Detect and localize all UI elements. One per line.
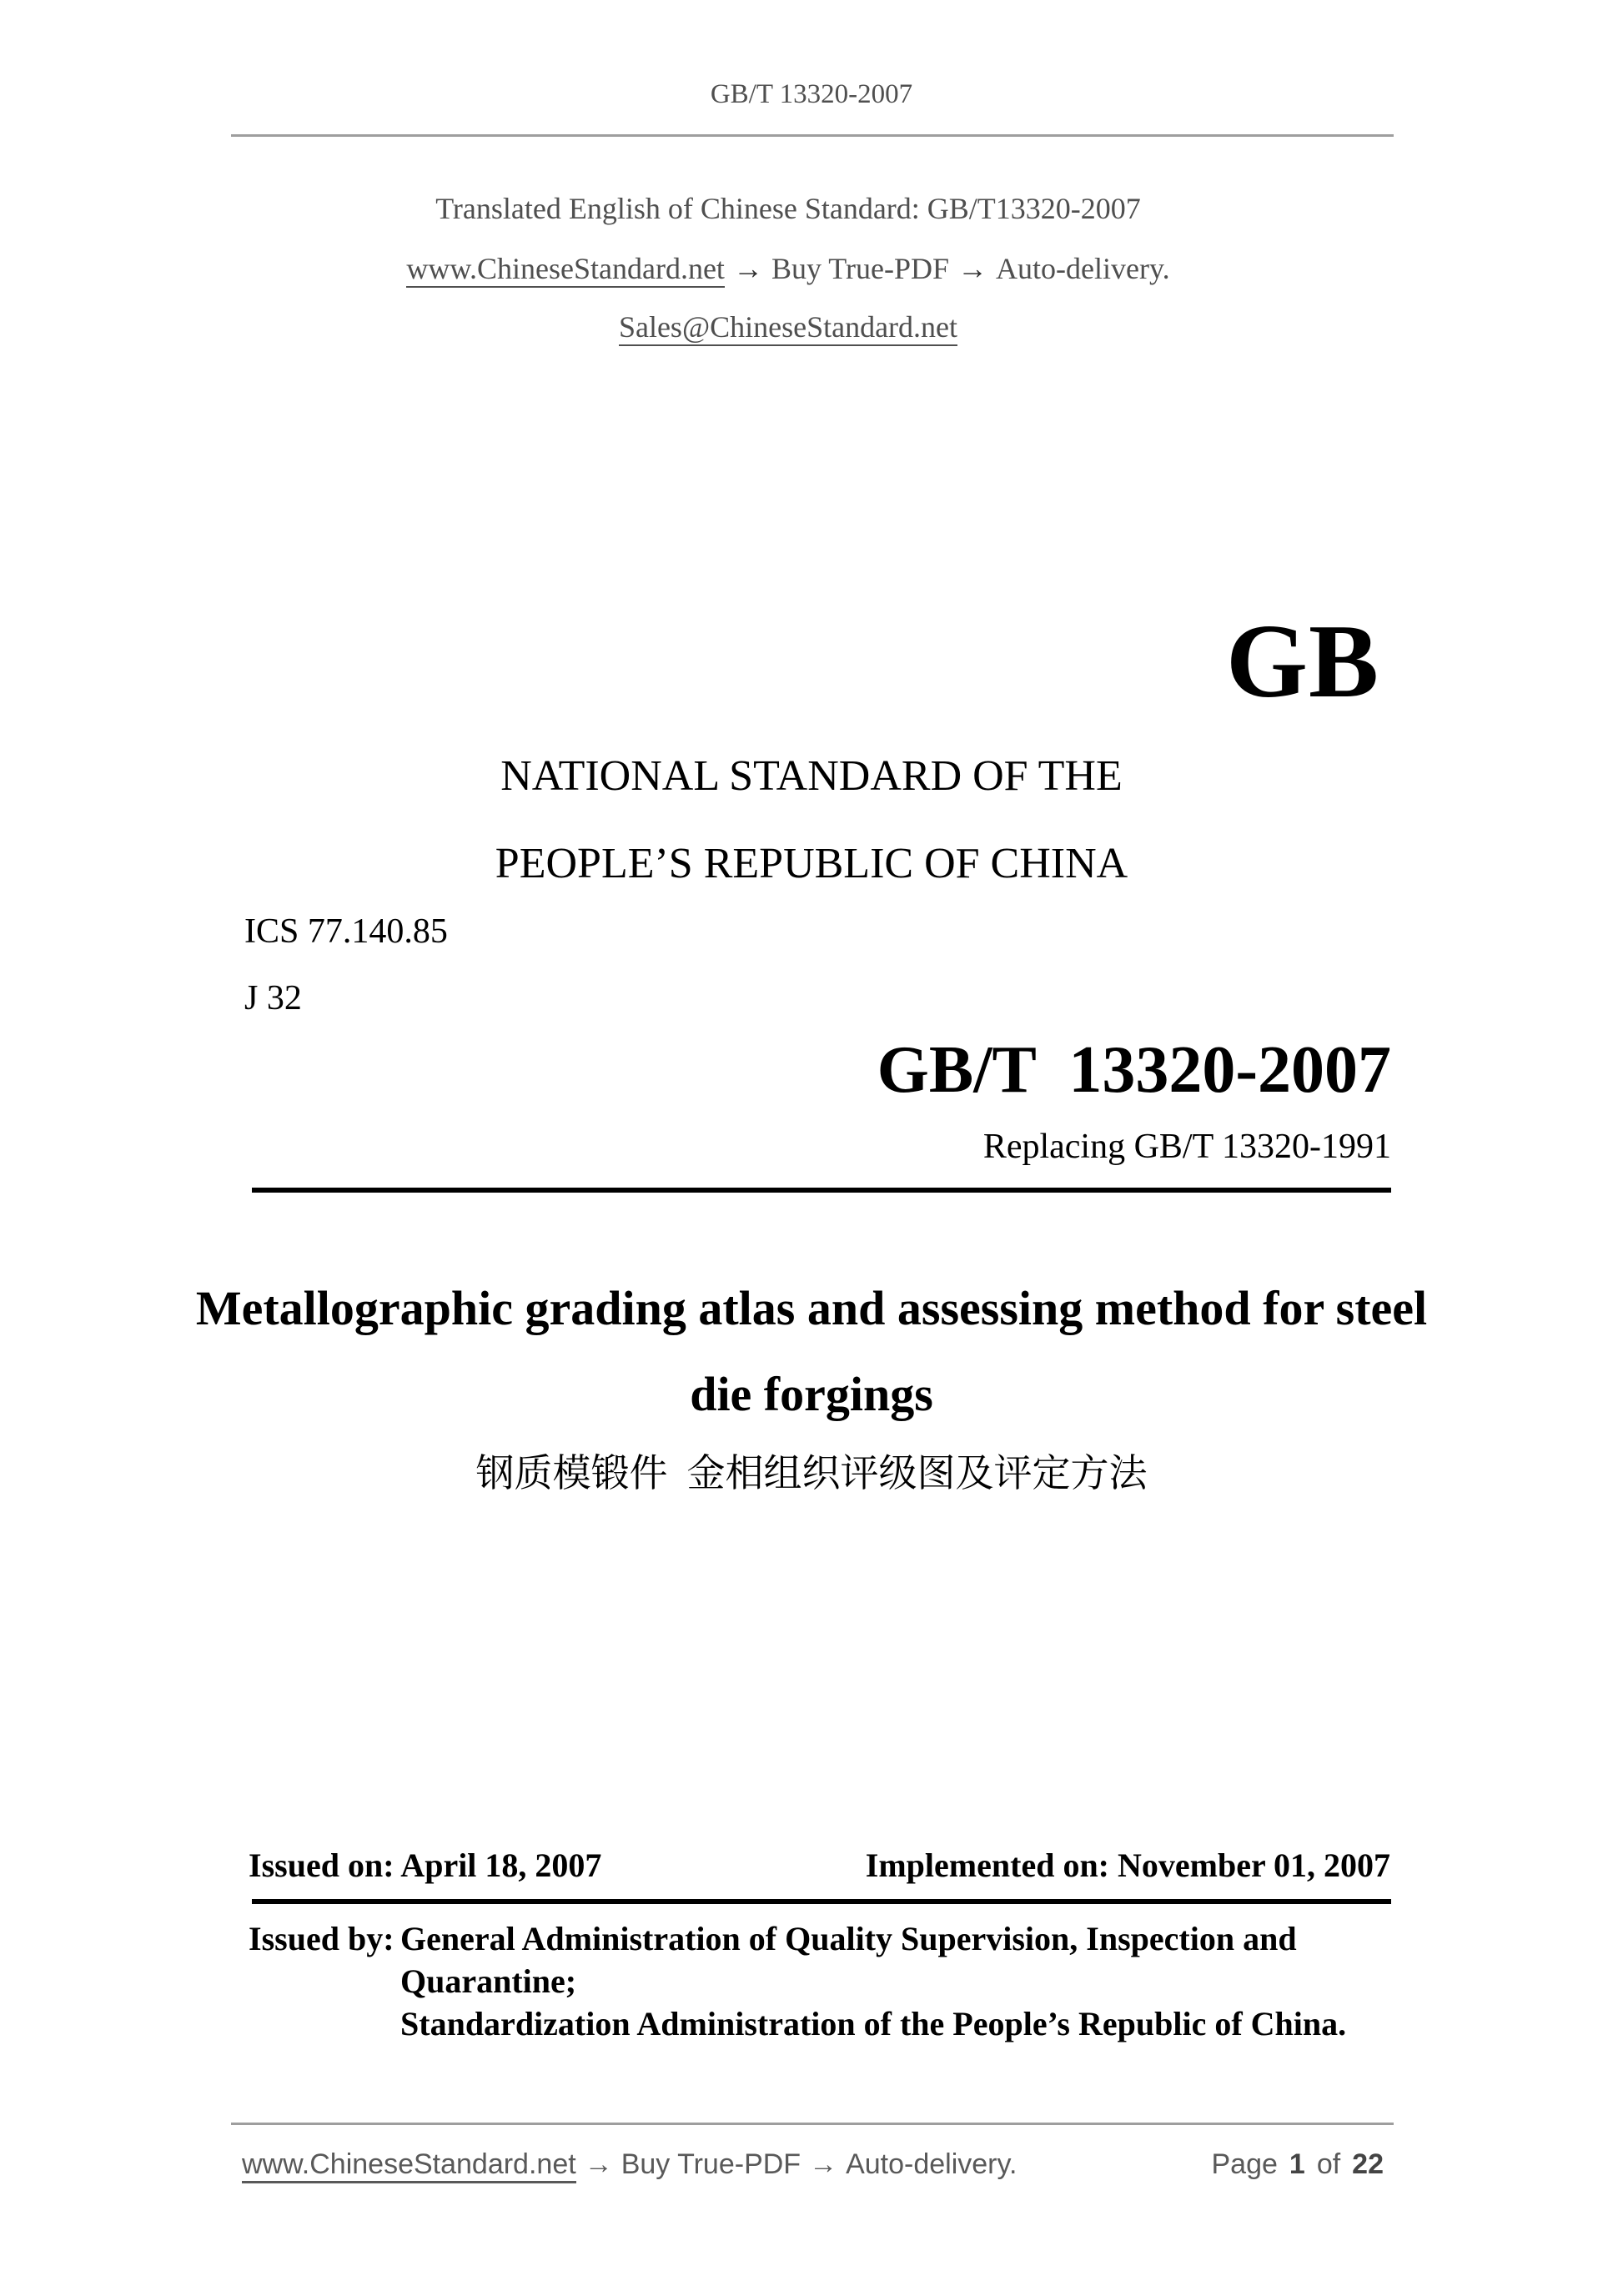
website-link[interactable]: www.ChineseStandard.net xyxy=(406,252,725,288)
issued-by-block xyxy=(249,1917,1399,2045)
issued-by-lines xyxy=(400,1917,1399,2045)
issued-by-line: Standardization Administration of the People’s Republic of China. xyxy=(400,2005,1347,2042)
standard-number: GB/T 13320-2007 xyxy=(877,1033,1391,1107)
issued-by-line: Quarantine; xyxy=(400,1962,577,2000)
sales-email-link[interactable]: Sales@ChineseStandard.net xyxy=(619,310,957,346)
vendor-line xyxy=(0,253,1576,286)
footer-arrow-icon: → xyxy=(584,2148,613,2180)
auto-delivery-text: Auto-delivery. xyxy=(996,252,1170,285)
ics-code: ICS 77.140.85 xyxy=(244,912,448,951)
page-footer xyxy=(242,2148,1384,2181)
footer-website-link[interactable]: www.ChineseStandard.net xyxy=(242,2148,576,2183)
issuance-row xyxy=(249,1847,1390,1884)
page-total: 22 xyxy=(1352,2148,1384,2180)
issued-by-label: Issued by: xyxy=(249,1920,394,1957)
footer-arrow-icon: → xyxy=(809,2148,838,2180)
header-divider xyxy=(231,134,1394,137)
footer-auto-delivery-text: Auto-delivery. xyxy=(846,2148,1018,2180)
of-label: of xyxy=(1316,2148,1341,2180)
issuance-divider xyxy=(252,1899,1391,1904)
translated-line: Translated English of Chinese Standard: GB/T13320-2007 xyxy=(435,192,1141,225)
classification-code: J 32 xyxy=(244,979,302,1017)
title-en-line-2: die forgings xyxy=(690,1367,933,1421)
page-label: Page xyxy=(1211,2148,1278,2180)
footer-divider xyxy=(231,2123,1394,2125)
footer-buy-pdf-text: Buy True-PDF xyxy=(621,2148,801,2180)
page-current: 1 xyxy=(1289,2148,1305,2180)
title-divider xyxy=(252,1188,1391,1193)
issued-by-line: General Administration of Quality Supervision, Inspection and xyxy=(400,1920,1297,1957)
national-standard-line-1: NATIONAL STANDARD OF THE xyxy=(500,752,1123,800)
issued-on-text: Issued on: April 18, 2007 xyxy=(249,1846,602,1884)
national-standard-line-2: PEOPLE’S REPUBLIC OF CHINA xyxy=(495,840,1128,887)
page-indicator xyxy=(1211,2148,1384,2181)
title-zh: 钢质模锻件 金相组织评级图及评定方法 xyxy=(475,1452,1148,1495)
buy-pdf-text: Buy True-PDF xyxy=(771,252,950,285)
implemented-on-text: Implemented on: November 01, 2007 xyxy=(865,1846,1390,1884)
gb-logo: GB xyxy=(1225,604,1379,720)
arrow-icon: → xyxy=(957,252,988,285)
arrow-icon: → xyxy=(732,252,763,285)
sales-line xyxy=(0,311,1576,344)
header-doc-number: GB/T 13320-2007 xyxy=(710,79,913,109)
footer-vendor-line xyxy=(242,2148,1017,2181)
title-en-line-1: Metallographic grading atlas and assessing method for steel xyxy=(195,1281,1428,1335)
replacing-note: Replacing GB/T 13320-1991 xyxy=(982,1128,1391,1166)
